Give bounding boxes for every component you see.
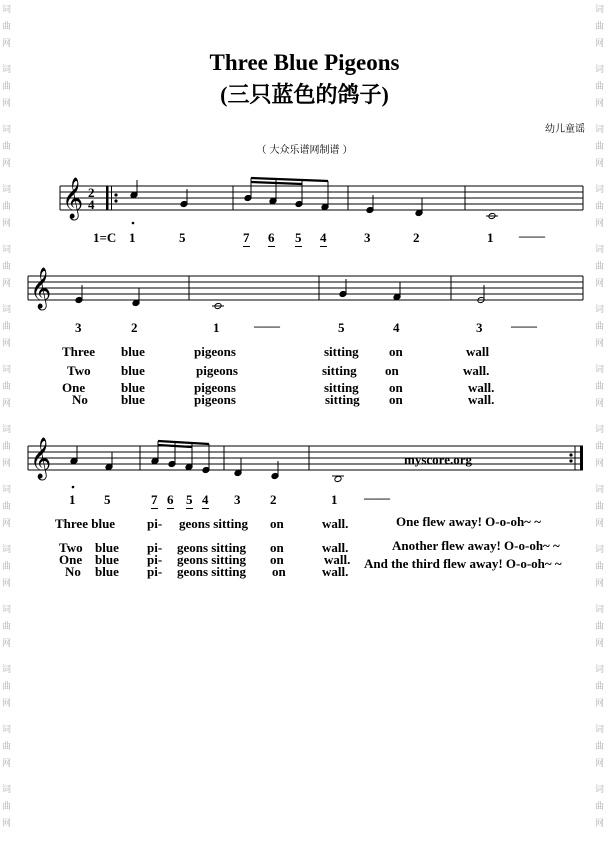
watermark-char: 曲	[2, 322, 12, 332]
jianpu-dash: ——	[511, 318, 537, 333]
jianpu-note: 1	[129, 230, 136, 245]
watermark-char: 词	[2, 65, 12, 75]
lyric-word: wall.	[463, 363, 490, 378]
watermark-char: 网	[595, 399, 605, 409]
lyric-word: on	[270, 540, 284, 555]
watermark-char: 词	[595, 785, 605, 795]
lyric-word: blue	[121, 363, 145, 378]
time-sig-bottom: 4	[88, 197, 95, 212]
watermark-char: 曲	[2, 22, 12, 32]
watermark-char: 网	[2, 99, 12, 109]
watermark-char: 曲	[2, 142, 12, 152]
lyric-word: One	[59, 552, 83, 567]
lyric-word: blue	[121, 380, 145, 395]
watermark-char: 网	[595, 819, 605, 829]
lyric-word: pi-	[147, 516, 163, 531]
watermark-char: 网	[2, 159, 12, 169]
watermark-char: 网	[2, 699, 12, 709]
lyric-word: pigeons	[196, 363, 238, 378]
jianpu-note: 4	[393, 320, 400, 335]
lyric-word: pigeons	[194, 380, 236, 395]
watermark-char: 词	[595, 725, 605, 735]
watermark-char: 词	[595, 425, 605, 435]
jianpu-dash: ——	[364, 490, 390, 505]
lyric-word: sitting	[324, 380, 359, 395]
watermark-char: 词	[2, 125, 12, 135]
watermark-char: 词	[2, 185, 12, 195]
watermark-char: 曲	[2, 742, 12, 752]
jianpu-note: 2	[270, 492, 277, 507]
lyric-word: on	[389, 344, 403, 359]
watermark-char: 网	[595, 639, 605, 649]
jianpu-note: 2	[413, 230, 420, 245]
jianpu-note: 6	[268, 230, 275, 245]
lyric-word: No	[65, 564, 81, 579]
lyric-word: Two	[67, 363, 91, 378]
lyric-line: And the third flew away! O-o-oh~ ~	[364, 556, 562, 571]
lyric-word: wall.	[468, 392, 495, 407]
watermark-char: 曲	[2, 682, 12, 692]
lyric-word: blue	[95, 552, 119, 567]
jianpu-note: 7	[243, 230, 250, 245]
jianpu-note: 3	[234, 492, 241, 507]
lyric-word: blue	[95, 564, 119, 579]
watermark-char: 词	[595, 665, 605, 675]
watermark-char: 词	[595, 485, 605, 495]
watermark-char: 词	[2, 665, 12, 675]
watermark-char: 曲	[595, 82, 605, 92]
page-subtitle: (三只蓝色的鸽子)	[220, 82, 389, 107]
watermark-char: 曲	[595, 262, 605, 272]
lyric-word: blue	[121, 392, 145, 407]
watermark-char: 曲	[2, 82, 12, 92]
lyric-word: pi-	[147, 564, 163, 579]
watermark-char: 曲	[2, 262, 12, 272]
lyric-word: wall.	[322, 540, 349, 555]
lyric-line: One flew away! O-o-oh~ ~	[396, 514, 541, 529]
website-label: myscore.org	[404, 452, 472, 467]
watermark-char: 词	[2, 725, 12, 735]
watermark-char: 网	[595, 579, 605, 589]
treble-clef-icon: 𝄞	[62, 178, 84, 219]
watermark-char: 曲	[595, 622, 605, 632]
lyric-word: pigeons	[194, 344, 236, 359]
watermark-char: 网	[595, 159, 605, 169]
lyric-word: pi-	[147, 540, 163, 555]
watermark-char: 词	[2, 485, 12, 495]
watermark-char: 词	[2, 245, 12, 255]
time-sig-top: 2	[88, 185, 95, 200]
staff-2	[28, 276, 583, 300]
jianpu-note: 5	[104, 492, 111, 507]
watermark-char: 曲	[595, 802, 605, 812]
watermark-char: 网	[595, 39, 605, 49]
watermark-char: 曲	[2, 442, 12, 452]
lyric-line: Another flew away! O-o-oh~ ~	[392, 538, 560, 553]
lyric-word: geons sitting	[177, 540, 246, 555]
credit-label: 幼儿童谣	[545, 124, 585, 135]
watermark-char: 词	[2, 425, 12, 435]
jianpu-note: 1	[69, 492, 76, 507]
watermark-char: 词	[595, 125, 605, 135]
watermark-char: 网	[2, 819, 12, 829]
watermark-char: 网	[2, 399, 12, 409]
page-title: Three Blue Pigeons	[209, 50, 400, 75]
lyric-word: sitting	[322, 363, 357, 378]
jianpu-note: 4	[202, 492, 209, 507]
watermark-char: 网	[2, 519, 12, 529]
lyric-word: wall.	[322, 564, 349, 579]
lyric-word: pigeons	[194, 392, 236, 407]
watermark-char: 曲	[595, 442, 605, 452]
jianpu-note: 3	[364, 230, 371, 245]
watermark-char: 曲	[595, 322, 605, 332]
lyric-word: geons sitting	[177, 552, 246, 567]
jianpu-note: 1	[487, 230, 494, 245]
lyric-word: blue	[121, 344, 145, 359]
watermark-char: 网	[595, 699, 605, 709]
watermark-char: 词	[595, 65, 605, 75]
lyric-word: wall.	[322, 516, 349, 531]
jianpu-note: 5	[186, 492, 193, 507]
treble-clef-icon: 𝄞	[30, 268, 52, 309]
jianpu-note: 1	[331, 492, 338, 507]
watermark-char: 曲	[595, 562, 605, 572]
watermark-char: 词	[2, 305, 12, 315]
watermark-char: 网	[2, 39, 12, 49]
watermark-char: 网	[2, 639, 12, 649]
watermark-char: 网	[595, 279, 605, 289]
watermark-char: 网	[595, 99, 605, 109]
lyric-word: No	[72, 392, 88, 407]
watermark-char: 曲	[595, 682, 605, 692]
key-signature: 1=C	[93, 230, 117, 245]
lyric-word: on	[270, 552, 284, 567]
watermark-char: 网	[595, 339, 605, 349]
lyric-word: wall.	[324, 552, 351, 567]
jianpu-note: 6	[167, 492, 174, 507]
watermark-char: 网	[595, 219, 605, 229]
watermark-char: 曲	[2, 562, 12, 572]
lyric-word: sitting	[325, 392, 360, 407]
jianpu-note: 5	[179, 230, 186, 245]
lyric-word: on	[270, 516, 284, 531]
lyric-word: geons sitting	[177, 564, 246, 579]
watermark-char: 曲	[595, 202, 605, 212]
watermark-char: 曲	[595, 742, 605, 752]
treble-clef-icon: 𝄞	[30, 438, 52, 479]
watermark-char: 词	[595, 365, 605, 375]
watermark-char: 词	[2, 785, 12, 795]
jianpu-note: 5	[295, 230, 302, 245]
watermark-char: 曲	[2, 382, 12, 392]
watermark-char: 词	[595, 245, 605, 255]
watermark-char: 网	[2, 279, 12, 289]
jianpu-dash: ——	[519, 228, 545, 243]
watermark-char: 网	[595, 519, 605, 529]
watermark-char: 曲	[2, 802, 12, 812]
lyric-word: sitting	[324, 344, 359, 359]
lyric-word: Three	[62, 344, 95, 359]
watermark-char: 曲	[595, 142, 605, 152]
jianpu-note: 1	[213, 320, 220, 335]
watermark-char: 词	[2, 605, 12, 615]
jianpu-dash: ——	[254, 318, 280, 333]
lyric-word: pi-	[147, 552, 163, 567]
watermark-char: 词	[2, 545, 12, 555]
watermark-char: 网	[2, 459, 12, 469]
watermark-char: 曲	[2, 202, 12, 212]
lyric-word: wall.	[468, 380, 495, 395]
watermark-char: 网	[2, 219, 12, 229]
lyric-word: wall	[466, 344, 490, 359]
watermark-char: 词	[595, 185, 605, 195]
lyric-word: on	[389, 392, 403, 407]
watermark-char: 网	[2, 759, 12, 769]
lyric-word: blue	[95, 540, 119, 555]
watermark-char: 词	[595, 545, 605, 555]
maker-label: （ 大众乐谱网制谱 ）	[256, 145, 353, 156]
watermark-char: 词	[595, 5, 605, 15]
jianpu-note: 4	[320, 230, 327, 245]
watermark-char: 曲	[595, 382, 605, 392]
watermark-char: 曲	[2, 622, 12, 632]
watermark-char: 词	[595, 605, 605, 615]
jianpu-note: 5	[338, 320, 345, 335]
watermark-char: 词	[2, 5, 12, 15]
lyric-word: geons sitting	[179, 516, 248, 531]
lyric-word: One	[62, 380, 86, 395]
watermark-char: 网	[2, 339, 12, 349]
lyric-word: Two	[59, 540, 83, 555]
lyric-word: on	[389, 380, 403, 395]
lyric-word: on	[272, 564, 286, 579]
watermark-char: 曲	[2, 502, 12, 512]
watermark-char: 词	[2, 365, 12, 375]
lyric-word: on	[385, 363, 399, 378]
watermark-char: 网	[595, 759, 605, 769]
lyric-word: Three blue	[55, 516, 116, 531]
jianpu-note: 3	[75, 320, 82, 335]
jianpu-note: 2	[131, 320, 138, 335]
watermark-char: 曲	[595, 502, 605, 512]
watermark-char: 曲	[595, 22, 605, 32]
jianpu-note: 3	[476, 320, 483, 335]
watermark-char: 网	[595, 459, 605, 469]
watermark-char: 词	[595, 305, 605, 315]
watermark-char: 网	[2, 579, 12, 589]
jianpu-note: 7	[151, 492, 158, 507]
